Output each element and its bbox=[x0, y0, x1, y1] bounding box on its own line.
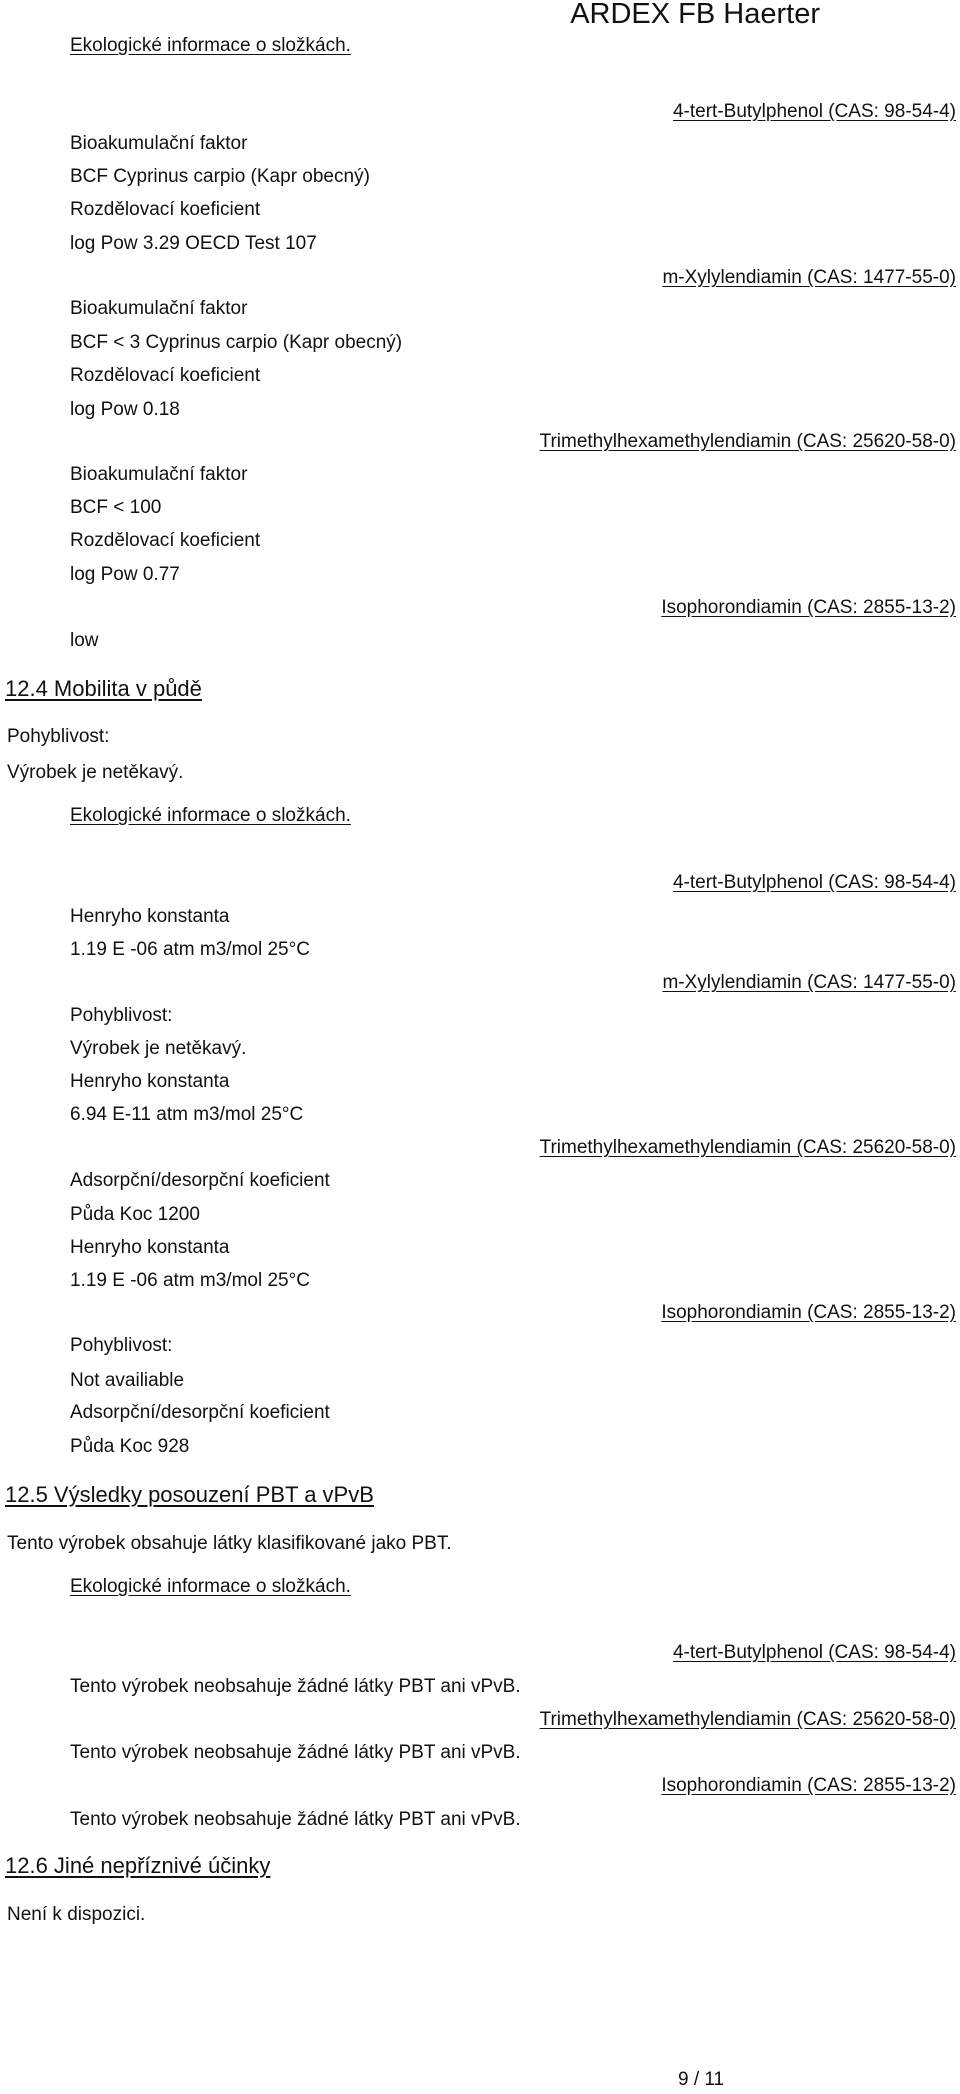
mobility-value: Výrobek je netěkavý. bbox=[7, 762, 184, 783]
mobility-label: Pohyblivost: bbox=[7, 726, 110, 747]
property-label: Adsorpční/desorpční koeficient bbox=[70, 1402, 330, 1423]
property-value: BCF < 3 Cyprinus carpio (Kapr obecný) bbox=[70, 332, 403, 353]
property-label: Bioakumulační faktor bbox=[70, 464, 248, 485]
component-heading: Isophorondiamin (CAS: 2855-13-2) bbox=[661, 597, 956, 618]
property-label: Henryho konstanta bbox=[70, 1237, 230, 1258]
component-heading: m-Xylylendiamin (CAS: 1477-55-0) bbox=[662, 972, 956, 993]
property-label: Pohyblivost: bbox=[70, 1335, 173, 1356]
component-heading: 4-tert-Butylphenol (CAS: 98-54-4) bbox=[672, 1642, 956, 1663]
component-heading: Isophorondiamin (CAS: 2855-13-2) bbox=[661, 1302, 956, 1323]
property-value: log Pow 0.77 bbox=[70, 564, 180, 585]
property-label: Bioakumulační faktor bbox=[70, 133, 248, 154]
eco-info-link[interactable]: Ekologické informace o složkách. bbox=[70, 805, 351, 826]
property-value: Tento výrobek neobsahuje žádné látky PBT ani vPvB. bbox=[70, 1676, 521, 1697]
component-heading: m-Xylylendiamin (CAS: 1477-55-0) bbox=[662, 267, 956, 288]
property-value: 1.19 E -06 atm m3/mol 25°C bbox=[70, 939, 310, 960]
section-heading-12-5: 12.5 Výsledky posouzení PBT a vPvB bbox=[5, 1482, 374, 1507]
property-value: log Pow 0.18 bbox=[70, 399, 180, 420]
component-heading: 4-tert-Butylphenol (CAS: 98-54-4) bbox=[672, 101, 956, 122]
property-label: Henryho konstanta bbox=[70, 906, 230, 927]
product-title: ARDEX FB Haerter bbox=[570, 0, 820, 30]
property-value: Not availiable bbox=[70, 1370, 185, 1391]
component-heading: 4-tert-Butylphenol (CAS: 98-54-4) bbox=[672, 872, 956, 893]
pbt-statement: Tento výrobek obsahuje látky klasifikované jako PBT. bbox=[7, 1533, 452, 1554]
property-value: 6.94 E-11 atm m3/mol 25°C bbox=[70, 1104, 304, 1125]
eco-info-link[interactable]: Ekologické informace o složkách. bbox=[70, 35, 351, 56]
property-label: Rozdělovací koeficient bbox=[70, 199, 261, 220]
component-heading: Trimethylhexamethylendiamin (CAS: 25620-58-0) bbox=[539, 431, 956, 452]
property-value: Tento výrobek neobsahuje žádné látky PBT ani vPvB. bbox=[70, 1809, 521, 1830]
section-heading-12-4: 12.4 Mobilita v půdě bbox=[5, 676, 202, 701]
property-value: Výrobek je netěkavý. bbox=[70, 1038, 247, 1059]
property-label: Rozdělovací koeficient bbox=[70, 530, 261, 551]
property-label: Henryho konstanta bbox=[70, 1071, 230, 1092]
other-effects-value: Není k dispozici. bbox=[7, 1904, 146, 1925]
property-label: Pohyblivost: bbox=[70, 1005, 173, 1026]
component-heading: Trimethylhexamethylendiamin (CAS: 25620-58-0) bbox=[539, 1709, 956, 1730]
property-value: BCF Cyprinus carpio (Kapr obecný) bbox=[70, 166, 370, 187]
property-value: Půda Koc 1200 bbox=[70, 1204, 200, 1225]
section-heading-12-6: 12.6 Jiné nepříznivé účinky bbox=[5, 1853, 271, 1878]
eco-info-link[interactable]: Ekologické informace o složkách. bbox=[70, 1576, 351, 1597]
property-label: Adsorpční/desorpční koeficient bbox=[70, 1170, 330, 1191]
property-value: log Pow 3.29 OECD Test 107 bbox=[70, 233, 317, 254]
property-label: Rozdělovací koeficient bbox=[70, 365, 261, 386]
page-number: 9 / 11 bbox=[678, 2069, 725, 2090]
property-value: Tento výrobek neobsahuje žádné látky PBT ani vPvB. bbox=[70, 1742, 521, 1763]
property-value: BCF < 100 bbox=[70, 497, 162, 518]
property-value: Půda Koc 928 bbox=[70, 1436, 190, 1457]
property-value: 1.19 E -06 atm m3/mol 25°C bbox=[70, 1270, 310, 1291]
component-heading: Isophorondiamin (CAS: 2855-13-2) bbox=[661, 1775, 956, 1796]
property-value: low bbox=[70, 630, 99, 651]
property-label: Bioakumulační faktor bbox=[70, 298, 248, 319]
component-heading: Trimethylhexamethylendiamin (CAS: 25620-58-0) bbox=[539, 1137, 956, 1158]
